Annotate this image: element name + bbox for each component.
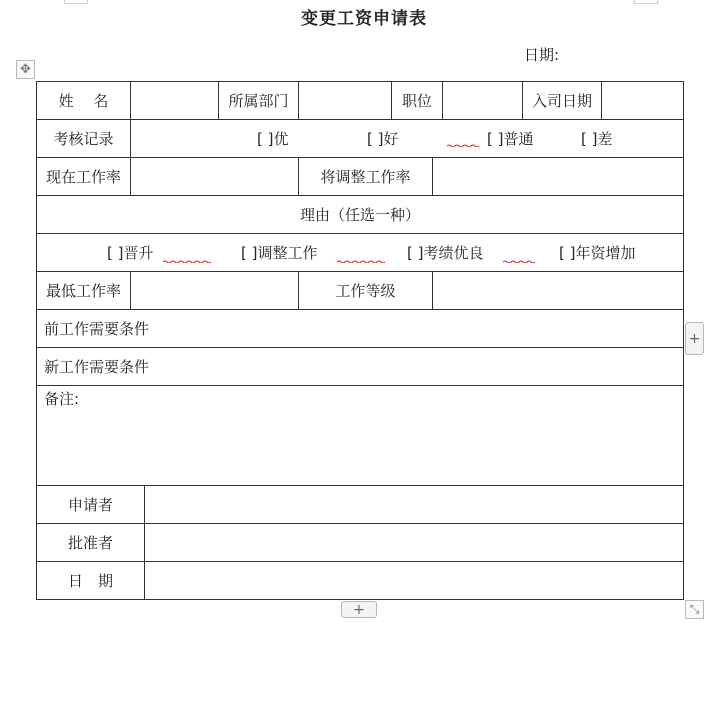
dept-value-cell[interactable] (299, 82, 392, 120)
spellcheck-underline (503, 260, 535, 263)
reason-option-seniority[interactable]: [ ]年资增加 (559, 244, 636, 262)
adjust-rate-value-cell[interactable] (433, 158, 684, 196)
current-rate-label: 现在工作率 (37, 158, 131, 196)
add-row-button[interactable] (341, 601, 377, 618)
grade-value-cell[interactable] (433, 272, 684, 310)
remarks-cell[interactable] (37, 386, 684, 486)
prev-requirements-cell[interactable] (37, 310, 684, 348)
name-label: 姓 名 (37, 82, 131, 120)
join-date-value-cell[interactable] (602, 82, 684, 120)
applicant-label: 申请者 (37, 486, 145, 524)
page-title: 变更工资申请表 (301, 9, 427, 29)
adjust-rate-label: 将调整工作率 (299, 158, 433, 196)
min-rate-label: 最低工作率 (37, 272, 131, 310)
spellcheck-underline (447, 144, 479, 147)
sign-date-value-cell[interactable] (145, 562, 684, 600)
new-requirements-cell[interactable] (37, 348, 684, 386)
name-value-cell[interactable] (131, 82, 219, 120)
prev-requirements-label: 前工作需要条件 (44, 320, 150, 338)
min-rate-value-cell[interactable] (131, 272, 299, 310)
reason-option-performance[interactable]: [ ]考绩优良 (407, 244, 484, 262)
new-requirements-label: 新工作需要条件 (44, 358, 150, 376)
position-value-cell[interactable] (443, 82, 523, 120)
remarks-label: 备注: (44, 390, 80, 408)
dept-label: 所属部门 (219, 82, 299, 120)
spellcheck-underline (163, 260, 211, 263)
date-label: 日期: (524, 46, 560, 64)
assessment-option-poor[interactable]: [ ]差 (581, 130, 613, 148)
assessment-option-excellent[interactable]: [ ]优 (257, 130, 289, 148)
assessment-option-average[interactable]: [ ]普通 (487, 130, 534, 148)
add-column-button[interactable] (685, 322, 704, 355)
assessment-label: 考核记录 (37, 120, 131, 158)
current-rate-value-cell[interactable] (131, 158, 299, 196)
sign-date-label: 日 期 (37, 562, 145, 600)
move-icon: ✥ (20, 62, 31, 77)
spellcheck-underline (337, 260, 385, 263)
plus-icon: + (688, 330, 701, 347)
reason-options-cell (37, 234, 684, 272)
position-label: 职位 (392, 82, 443, 120)
table-move-handle[interactable] (16, 60, 35, 79)
table-resize-handle[interactable] (685, 600, 704, 619)
reason-header: 理由（任选一种） (37, 196, 684, 234)
join-date-label: 入司日期 (523, 82, 602, 120)
approver-label: 批准者 (37, 524, 145, 562)
grade-label: 工作等级 (299, 272, 433, 310)
applicant-value-cell[interactable] (145, 486, 684, 524)
approver-value-cell[interactable] (145, 524, 684, 562)
resize-icon: ⤡ (689, 602, 700, 616)
reason-option-job-adjust[interactable]: [ ]调整工作 (241, 244, 318, 262)
plus-icon: + (353, 601, 365, 618)
reason-option-promotion[interactable]: [ ]晋升 (107, 244, 154, 262)
salary-change-table (36, 81, 684, 600)
assessment-option-good[interactable]: [ ]好 (367, 130, 399, 148)
assessment-options-cell (131, 120, 684, 158)
